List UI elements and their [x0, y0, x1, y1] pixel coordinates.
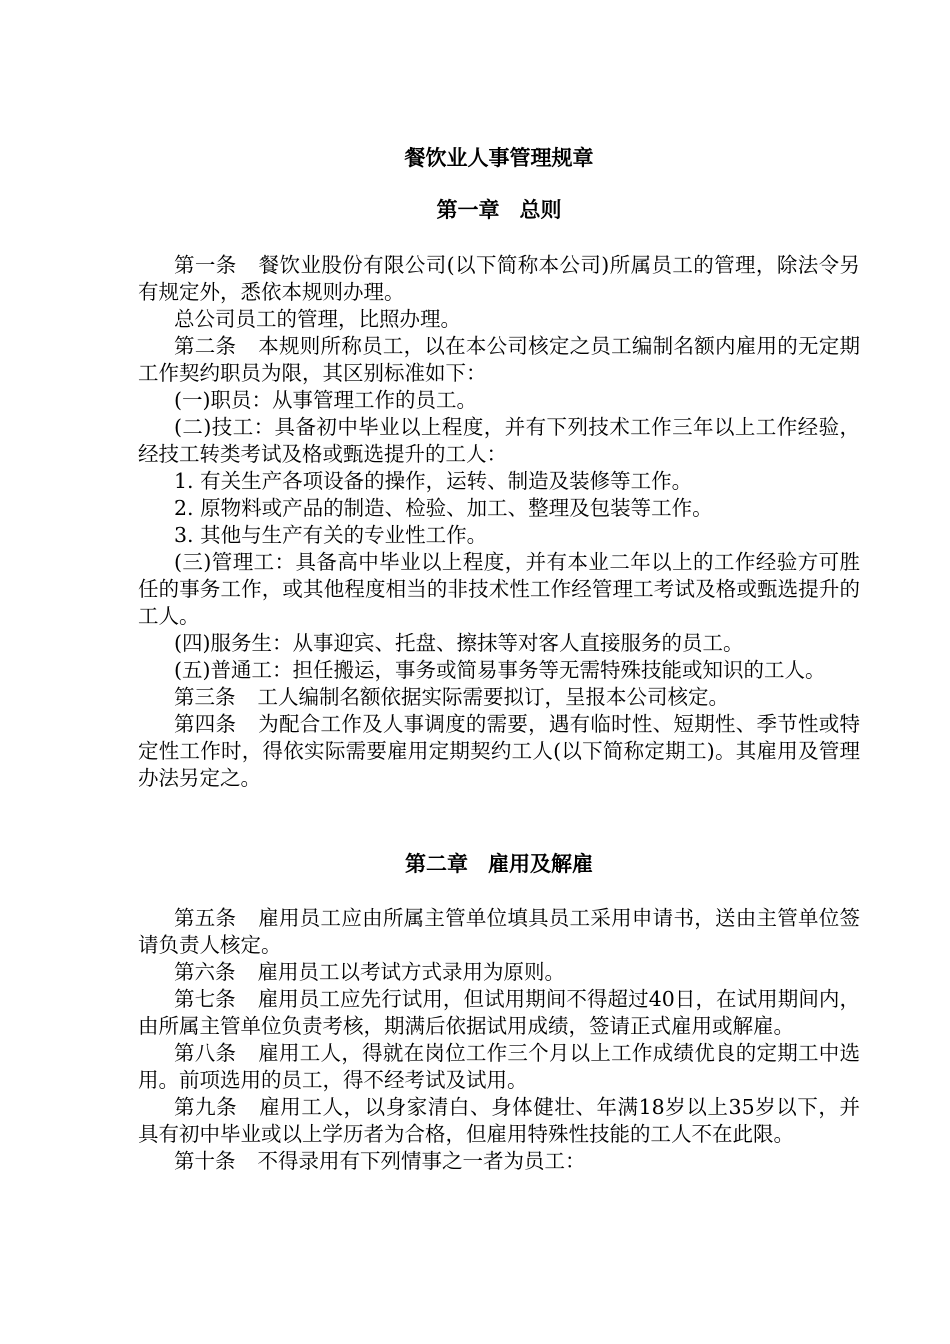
article-lead: 第一条 [174, 253, 237, 277]
article-text: 雇用员工应由所属主管单位填具员工采用申请书，送由主管单位签请负责人核定。 [138, 906, 861, 957]
article-10 [138, 1148, 860, 1175]
article-1 [138, 252, 860, 306]
article-lead: 第五条 [174, 906, 237, 930]
chapter-1-heading [138, 196, 860, 224]
list-item [138, 549, 860, 630]
list-item [138, 657, 860, 684]
article-text: 本规则所称员工，以在本公司核定之员工编制名额内雇用的无定期工作契约职员为限，其区别标准如下： [138, 334, 861, 385]
chapter-1-body [138, 252, 860, 792]
sub-list-item-text: 2. 原物料或产品的制造、检验、加工、整理及包装等工作。 [174, 496, 713, 520]
article-4 [138, 711, 860, 792]
paragraph-text: 总公司员工的管理，比照办理。 [174, 307, 461, 331]
list-item [138, 414, 860, 468]
chapter-2-name: 雇用及解雇 [488, 852, 593, 876]
chapter-2-body [138, 905, 860, 1175]
article-7 [138, 986, 860, 1040]
paragraph [138, 306, 860, 333]
chapter-1-number: 第一章 [436, 198, 500, 222]
chapter-2-number: 第二章 [405, 852, 468, 876]
article-text: 餐饮业股份有限公司(以下简称本公司)所属员工的管理，除法令另有规定外，悉依本规则办理。 [138, 253, 860, 304]
sub-list-item [138, 522, 860, 549]
article-text: 为配合工作及人事调度的需要，遇有临时性、短期性、季节性或特定性工作时，得依实际需要雇用定期契约工人(以下简称定期工)。其雇用及管理办法另定之。 [138, 712, 861, 790]
article-text: 雇用员工以考试方式录用为原则。 [257, 960, 565, 984]
article-text: 雇用工人，以身家清白、身体健壮、年满18岁以上35岁以下，并具有初中毕业或以上学历者为合格，但雇用特殊性技能的工人不在此限。 [138, 1095, 860, 1146]
article-2 [138, 333, 860, 387]
article-8 [138, 1040, 860, 1094]
sub-list-item [138, 495, 860, 522]
article-6 [138, 959, 860, 986]
article-lead: 第七条 [174, 987, 236, 1011]
chapter-1-name: 总则 [519, 198, 562, 222]
list-item [138, 630, 860, 657]
sub-list-item [138, 468, 860, 495]
article-text: 雇用工人，得就在岗位工作三个月以上工作成绩优良的定期工中选用。前项选用的员工，得不经考试及试用。 [138, 1041, 861, 1092]
article-lead: 第十条 [174, 1149, 236, 1173]
article-lead: 第四条 [174, 712, 237, 736]
article-5 [138, 905, 860, 959]
list-item-text: (四)服务生：从事迎宾、托盘、擦抹等对客人直接服务的员工。 [174, 631, 744, 655]
article-3 [138, 684, 860, 711]
article-text: 雇用员工应先行试用，但试用期间不得超过40日，在试用期间内，由所属主管单位负责考核，期满后依据试用成绩，签请正式雇用或解雇。 [138, 987, 860, 1038]
article-lead: 第九条 [174, 1095, 238, 1119]
article-text: 不得录用有下列情事之一者为员工： [257, 1149, 586, 1173]
article-lead: 第八条 [174, 1041, 237, 1065]
list-item-text: (一)职员：从事管理工作的员工。 [174, 388, 477, 412]
list-item-text: (五)普通工：担任搬运，事务或简易事务等无需特殊技能或知识的工人。 [174, 658, 826, 682]
sub-list-item-text: 3. 其他与生产有关的专业性工作。 [174, 523, 488, 547]
sub-list-item-text: 1. 有关生产各项设备的操作，运转、制造及装修等工作。 [174, 469, 693, 493]
article-text: 工人编制名额依据实际需要拟订，呈报本公司核定。 [257, 685, 729, 709]
chapter-2-heading [138, 850, 860, 878]
document-title: 餐饮业人事管理规章 [404, 146, 594, 170]
article-9 [138, 1094, 860, 1148]
list-item [138, 387, 860, 414]
article-lead: 第六条 [174, 960, 236, 984]
article-lead: 第三条 [174, 685, 236, 709]
document-page [138, 0, 860, 1344]
list-item-text: (二)技工：具备初中毕业以上程度，并有下列技术工作三年以上工作经验，经技工转类考试及格或甄选提升的工人： [138, 415, 860, 466]
article-lead: 第二条 [174, 334, 237, 358]
list-item-text: (三)管理工：具备高中毕业以上程度，并有本业二年以上的工作经验方可胜任的事务工作，或其他程度相当的非技术性工作经管理工考试及格或甄选提升的工人。 [138, 550, 860, 628]
